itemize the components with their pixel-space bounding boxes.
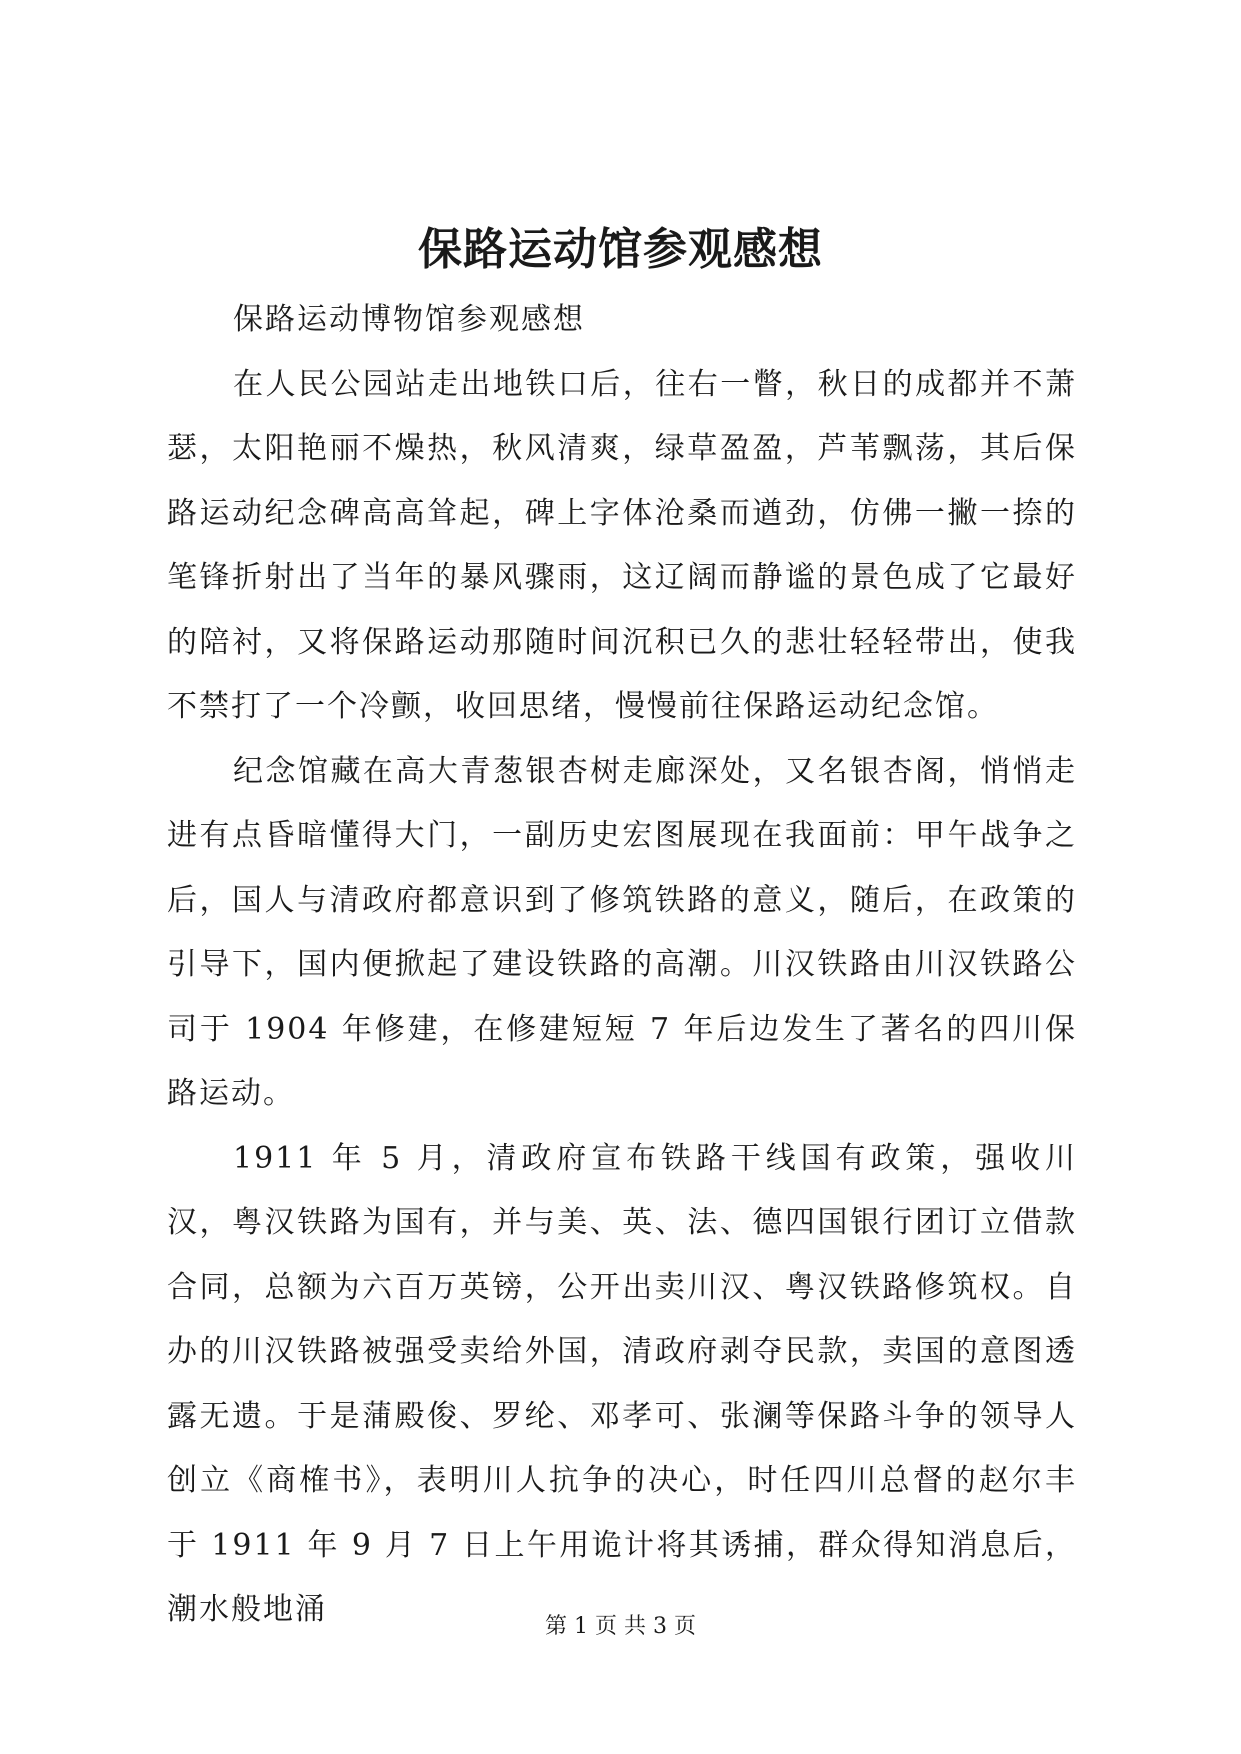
page-footer: 第 1 页 共 3 页 <box>545 1614 696 1639</box>
document-body <box>167 288 1077 1643</box>
subtitle-paragraph: 保路运动博物馆参观感想 <box>233 302 585 337</box>
body-paragraph: 纪念馆藏在高大青葱银杏树走廊深处，又名银杏阁，悄悄走进有点昏暗懂得大门，一副历史宏图展现在我面前：甲午战争之后，国人与清政府都意识到了修筑铁路的意义，随后，在政策的引导下，国内便掀起了建设铁路的高潮。川汉铁路由川汉铁路公司于 1904 年修建，在修建短短 7 年后边发生了著名的四川保路运动。 <box>167 753 1077 1111</box>
document-title: 保路运动馆参观感想 <box>418 224 823 275</box>
body-paragraph: 1911 年 5 月，清政府宣布铁路干线国有政策，强收川汉，粤汉铁路为国有，并与美、英、法、德四国银行团订立借款合同，总额为六百万英镑，公开出卖川汉、粤汉铁路修筑权。自办的川汉铁路被强受卖给外国，清政府剥夺民款，卖国的意图透露无遗。于是蒲殿俊、罗纶、邓孝可、张澜等保路斗争的领导人创立《商榷书》，表明川人抗争的决心，时任四川总督的赵尔丰于 1911 年 9 月 7 日上午用诡计将其诱捕，群众得知消息后，潮水般地涌 <box>167 1140 1077 1627</box>
body-paragraph: 在人民公园站走出地铁口后，往右一瞥，秋日的成都并不萧瑟，太阳艳丽不燥热，秋风清爽，绿草盈盈，芦苇飘荡，其后保路运动纪念碑高高耸起，碑上字体沧桑而遒劲，仿佛一撇一捺的笔锋折射出了当年的暴风骤雨，这辽阔而静谧的景色成了它最好的陪衬，又将保路运动那随时间沉积已久的悲壮轻轻带出，使我不禁打了一个冷颤，收回思绪，慢慢前往保路运动纪念馆。 <box>167 366 1077 724</box>
